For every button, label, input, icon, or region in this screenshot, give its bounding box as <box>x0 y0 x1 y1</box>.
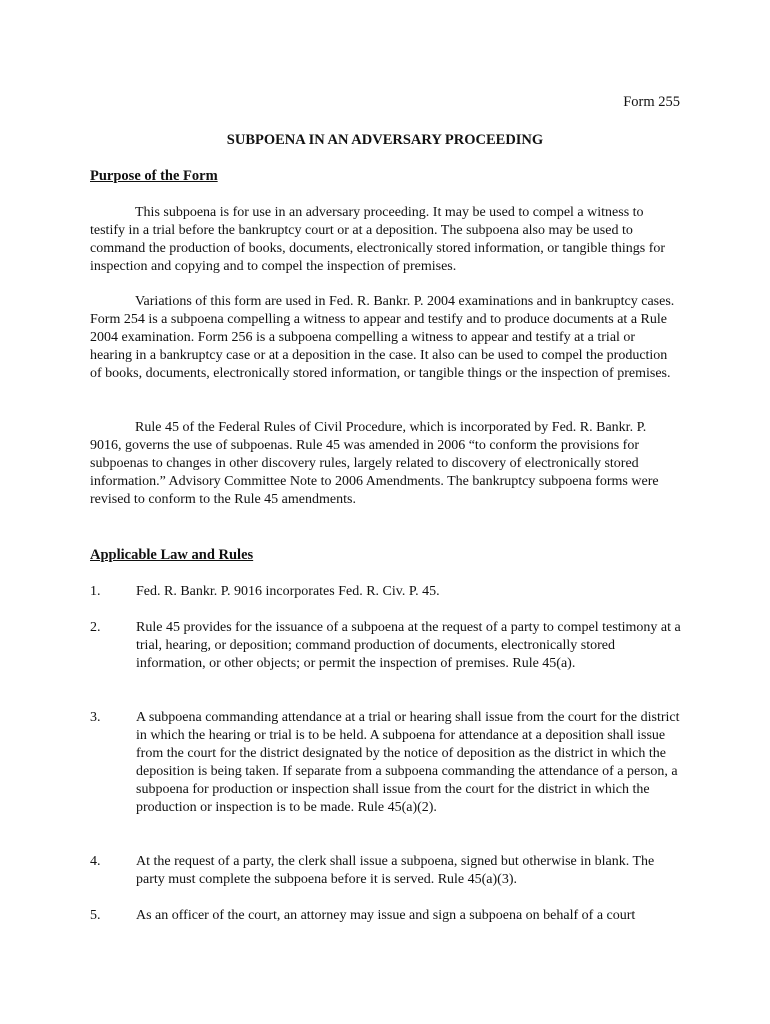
purpose-heading: Purpose of the Form <box>90 168 218 184</box>
law-item-1 <box>90 583 682 601</box>
form-number: Form 255 <box>623 94 680 110</box>
list-number: 1. <box>90 584 101 599</box>
list-text: Fed. R. Bankr. P. 9016 incorporates Fed. R. Civ. P. 45. <box>136 584 440 599</box>
list-number: 4. <box>90 854 101 869</box>
law-item-2 <box>90 619 682 673</box>
purpose-paragraph-1: This subpoena is for use in an adversary proceeding. It may be used to compel a witness to testify in a trial before the bankruptcy court or at a deposition. The subpoena also may be used to command the production of books, documents, electronically stored information, or tangible things for inspection and copying and to compel the inspection of premises. <box>90 205 666 275</box>
list-text: A subpoena commanding attendance at a trial or hearing shall issue from the court for the district in which the hearing or trial is to be held. A subpoena for attendance at a deposition shall issue from the court for the district designated by the notice of deposition as the district in which the deposition is being taken. If separate from a subpoena commanding the attendance of a person, a subpoena for production or inspection shall issue from the court for the district in which the production or inspection is to be made. Rule 45(a)(2). <box>136 710 680 816</box>
list-number: 3. <box>90 710 101 725</box>
law-item-3 <box>90 709 682 818</box>
list-number: 2. <box>90 620 101 635</box>
law-item-4 <box>90 853 682 889</box>
list-number: 5. <box>90 908 101 923</box>
list-text: Rule 45 provides for the issuance of a subpoena at the request of a party to compel testimony at a trial, hearing, or deposition; command production of documents, electronically stored information, or other objects; or permit the inspection of premises. Rule 45(a). <box>136 620 681 672</box>
law-heading: Applicable Law and Rules <box>90 547 254 563</box>
list-text: At the request of a party, the clerk shall issue a subpoena, signed but otherwise in blank. The party must complete the subpoena before it is served. Rule 45(a)(3). <box>136 854 655 888</box>
list-text: As an officer of the court, an attorney may issue and sign a subpoena on behalf of a court <box>136 908 636 923</box>
purpose-paragraph-2: Variations of this form are used in Fed. R. Bankr. P. 2004 examinations and in bankruptcy cases. Form 254 is a subpoena compelling a witness to appear and testify and to produce documents at a Rule 2004 examination. Form 256 is a subpoena compelling a witness to appear and testify at a trial or hearing in a bankruptcy case or at a deposition in the case. It also can be used to compel the production of books, documents, electronically stored information, or tangible things or the inspection of premises. <box>90 294 675 382</box>
purpose-paragraph-3: Rule 45 of the Federal Rules of Civil Procedure, which is incorporated by Fed. R. Bankr. P. 9016, governs the use of subpoenas. Rule 45 was amended in 2006 “to conform the provisions for subpoenas to changes in other discovery rules, largely related to discovery of electronically stored information.” Advisory Committee Note to 2006 Amendments. The bankruptcy subpoena forms were revised to conform to the Rule 45 amendments. <box>90 420 659 508</box>
law-item-5 <box>90 907 682 925</box>
document-title: SUBPOENA IN AN ADVERSARY PROCEEDING <box>226 132 544 148</box>
